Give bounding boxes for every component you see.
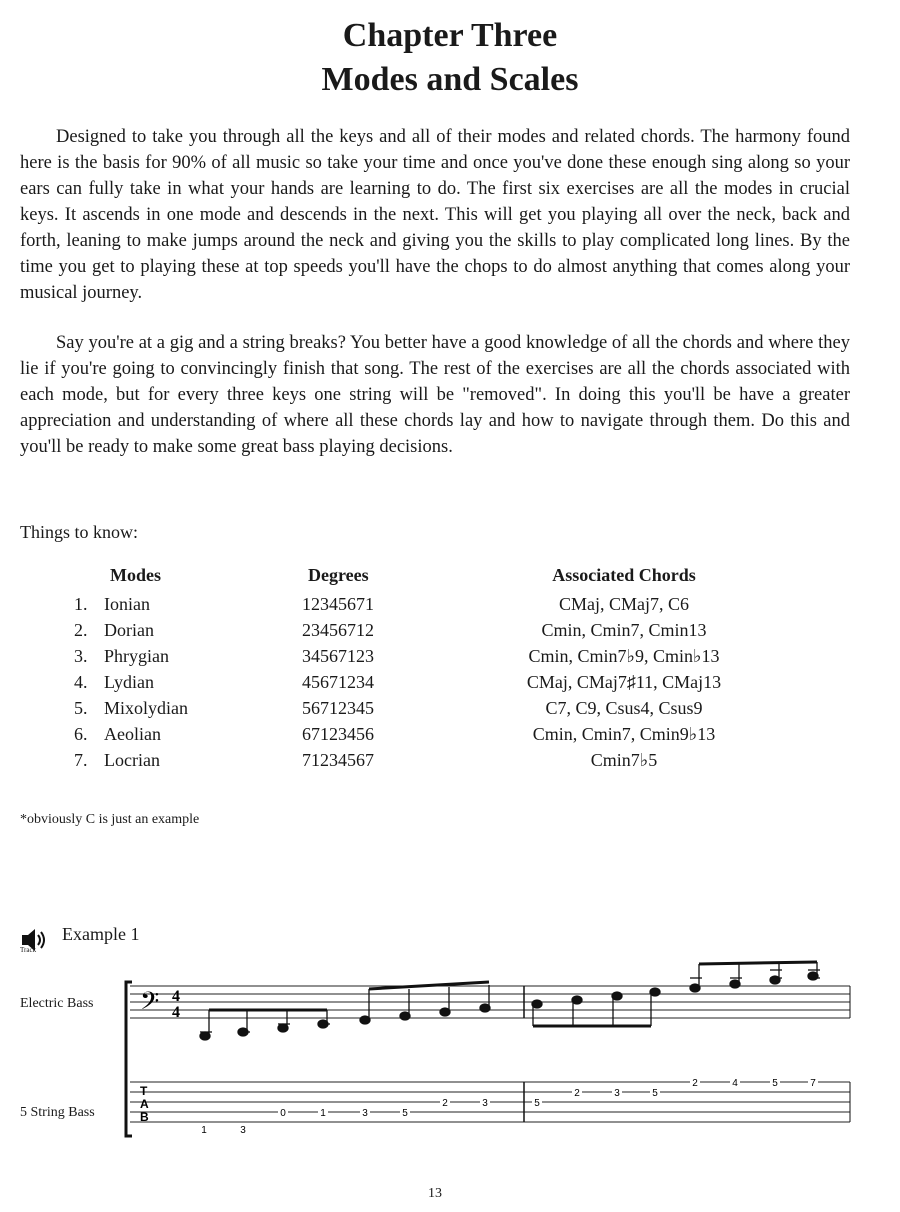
tab-number: 5 <box>772 1078 778 1089</box>
time-sig-top: 4 <box>172 988 180 1005</box>
svg-text:T: T <box>140 1084 148 1098</box>
track-label: Track <box>20 946 37 954</box>
table-row: 1. Ionian 12345671 CMaj, CMaj7, C6 <box>74 594 689 614</box>
intro-paragraph-1: Designed to take you through all the keys and all of their modes and related chords. The harmony found here is the basis for 90% of all music so take your time and once you've done these enough sing along so your ears can fully take in what your hands are learning to do. The first six exercises are all the modes in crucial keys. It ascends in one mode and descends in the next. This will get you playing all over the neck, back and forth, leaning to make jumps around the neck and giving you the skills to play complicated long lines. By the time you get to playing these at top speeds you'll have the chops to do almost anything that comes along your musical journey. <box>20 127 850 303</box>
tab-number: 0 <box>280 1108 286 1119</box>
instrument-label-electric-bass: Electric Bass <box>20 996 94 1011</box>
page-number: 13 <box>428 1186 442 1201</box>
table-row: 7. Locrian 71234567 Cmin7♭5 <box>74 750 658 770</box>
bass-clef-icon: 𝄢 <box>140 987 160 1022</box>
measure-1-notes <box>200 982 490 1040</box>
tab-number: 3 <box>240 1125 246 1136</box>
table-row: 3. Phrygian 34567123 Cmin, Cmin7♭9, Cmin♭13 <box>74 646 720 666</box>
tab-number: 2 <box>574 1088 580 1099</box>
svg-text:A: A <box>140 1097 149 1111</box>
time-sig-bottom: 4 <box>172 1004 180 1021</box>
tab-number: 5 <box>534 1098 540 1109</box>
table-row: 5. Mixolydian 56712345 C7, C9, Csus4, Csus9 <box>74 698 703 718</box>
intro-paragraph-2: Say you're at a gig and a string breaks? You better have a good knowledge of all the chords and where they lie if you're going to convincingly finish that song. The rest of the exercises are all the chords associated with each mode, but for every three keys one string will be "removed". In doing this you'll be have a greater appreciation and understanding of where all these chords lay and how to navigate through them. Do this and you'll be ready to make some great bass playing decisions. <box>20 333 850 457</box>
tab-number: 3 <box>482 1098 488 1109</box>
tab-number: 1 <box>201 1125 207 1136</box>
header-modes: Modes <box>110 565 161 585</box>
table-row: 4. Lydian 45671234 CMaj, CMaj7♯11, CMaj13 <box>74 672 722 692</box>
table-row: 2. Dorian 23456712 Cmin, Cmin7, Cmin13 <box>74 620 707 640</box>
svg-text:B: B <box>140 1110 149 1124</box>
tab-numbers <box>199 1077 818 1136</box>
notation-staff <box>130 986 850 1018</box>
tab-number: 3 <box>614 1088 620 1099</box>
chapter-title-line2: Modes and Scales <box>321 61 579 98</box>
header-chords: Associated Chords <box>552 565 696 585</box>
system-bracket <box>126 982 132 1136</box>
tab-number: 5 <box>402 1108 408 1119</box>
tab-number: 2 <box>442 1098 448 1109</box>
table-row: 6. Aeolian 67123456 Cmin, Cmin7, Cmin9♭13 <box>74 724 716 744</box>
music-score <box>0 960 900 1160</box>
tab-number: 2 <box>692 1078 698 1089</box>
tab-clef <box>140 1084 149 1124</box>
tab-number: 7 <box>810 1078 816 1089</box>
tab-number: 1 <box>320 1108 326 1119</box>
header-degrees: Degrees <box>308 565 369 585</box>
tab-number: 3 <box>362 1108 368 1119</box>
instrument-label-5-string-bass: 5 String Bass <box>20 1105 95 1120</box>
example-title: Example 1 <box>62 924 140 944</box>
tab-number: 5 <box>652 1088 658 1099</box>
tab-number: 4 <box>732 1078 738 1089</box>
things-to-know-label: Things to know: <box>20 522 139 542</box>
chapter-title-line1: Chapter Three <box>342 17 558 54</box>
footnote: *obviously C is just an example <box>20 812 200 827</box>
